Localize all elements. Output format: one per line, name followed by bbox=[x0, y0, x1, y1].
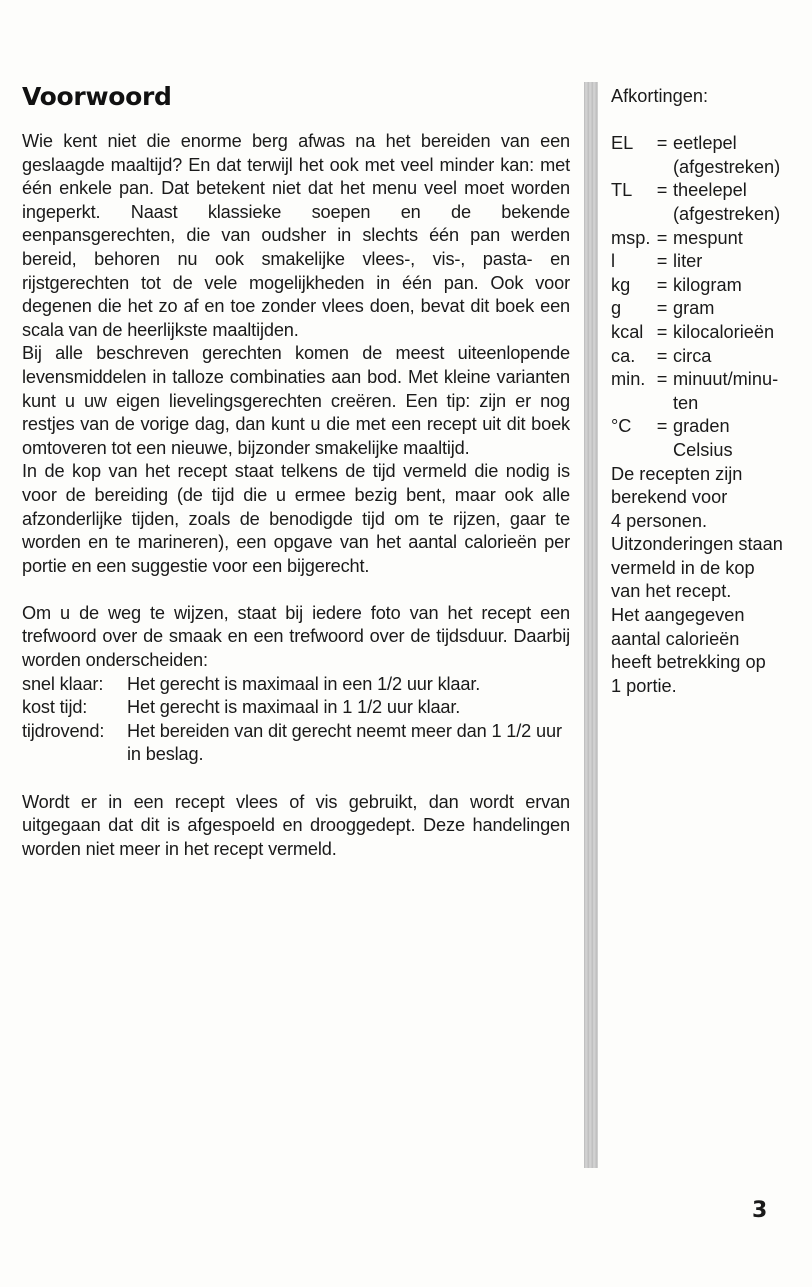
abbreviation-key: TL bbox=[611, 180, 633, 201]
abbreviation-value: gram bbox=[673, 298, 715, 319]
abbreviation-list bbox=[611, 132, 801, 462]
intro-paragraph: Bij alle beschreven gerechten komen de meest uiteenlopende levensmiddelen in talloze combinaties aan bod. Met kleine varianten kunt u uw eigen lievelingsgerechten creëren. Een tip: zijn er nog restjes van de vorige dag, dan kunt u die met een recept uit dit boek omtoveren tot een nieuwe, bijzonder smakelijke maaltijd. bbox=[22, 343, 570, 458]
abbreviation-key: l bbox=[611, 251, 616, 272]
time-term-row bbox=[22, 673, 570, 697]
abbreviation-key: kg bbox=[611, 274, 631, 295]
time-term-description: Het gerecht is maximaal in 1 1/2 uur klaar. bbox=[127, 697, 461, 718]
sidebar bbox=[611, 85, 801, 698]
intro-paragraph: In de kop van het recept staat telkens de tijd vermeld die nodig is voor de bereiding (de tijd die u ermee bezig bent, maar ook alle afzonderlijke tijden, zoals de benodigde tijd om te rijzen, gaar te worden en te marineren), een opgave van het aantal calorieën per portie en een suggestie voor een bijgerecht. bbox=[22, 461, 570, 576]
guide-intro: Om u de weg te wijzen, staat bij iedere foto van het recept een trefwoord over de smaak en een trefwoord over de tijdsduur. Daarbij worden onderscheiden: bbox=[22, 602, 570, 671]
abbreviation-key: msp. bbox=[611, 227, 651, 248]
abbreviation-row bbox=[611, 415, 801, 462]
closing-paragraph: Wordt er in een recept vlees of vis gebruikt, dan wordt ervan uitgegaan dat dit is afgespoeld en drooggedept. Deze handelingen worden niet meer in het recept vermeld. bbox=[22, 791, 570, 859]
abbreviation-row bbox=[611, 345, 801, 369]
abbreviation-value: minuut/minu- ten bbox=[673, 369, 779, 413]
equals-sign: = bbox=[656, 321, 668, 342]
abbreviation-key: min. bbox=[611, 369, 646, 390]
abbreviation-key: EL bbox=[611, 133, 634, 154]
abbreviation-row bbox=[611, 132, 801, 179]
abbreviation-row bbox=[611, 274, 801, 298]
time-term-description: Het bereiden van dit gerecht neemt meer dan 1 1/2 uur in beslag. bbox=[127, 720, 562, 765]
time-term-row bbox=[22, 720, 570, 767]
time-term-row bbox=[22, 696, 570, 720]
equals-sign: = bbox=[656, 274, 668, 295]
equals-sign: = bbox=[656, 180, 668, 201]
equals-sign: = bbox=[656, 133, 668, 154]
equals-sign: = bbox=[656, 416, 668, 437]
abbreviation-key: °C bbox=[611, 416, 632, 437]
equals-sign: = bbox=[656, 298, 668, 319]
abbreviation-key: kcal bbox=[611, 321, 644, 342]
page-title: Voorwoord bbox=[22, 82, 172, 111]
intro-paragraph: Wie kent niet die enorme berg afwas na het bereiden van een geslaagde maaltijd? En dat terwijl het ook met veel minder kan: met één enkele pan. Dat betekent niet dat het menu veel moet worden ingeperkt. Naast klassieke soepen en de bekende eenpansgerechten, die van oudsher in slechts één pan werden bereid, behoren nu ook smakelijke vlees-, vis-, pasta- en rijstgerechten tot de vele mogelijkheden in één pan. Ook voor degenen die het zo af en toe zonder vlees doen, bevat dit boek een scala van de heerlijkste maaltijden. bbox=[22, 131, 570, 340]
abbreviation-row bbox=[611, 297, 801, 321]
equals-sign: = bbox=[656, 369, 668, 390]
abbreviation-value: liter bbox=[673, 251, 703, 272]
abbreviation-row bbox=[611, 250, 801, 274]
abbreviation-row bbox=[611, 321, 801, 345]
servings-note: De recepten zijn berekend voor 4 personen. Uitzonderingen staan vermeld in de kop van het recept. Het aangegeven aantal calorieën heeft betrekking op 1 portie. bbox=[611, 463, 783, 696]
time-term-description: Het gerecht is maximaal in een 1/2 uur klaar. bbox=[127, 673, 481, 694]
equals-sign: = bbox=[656, 227, 668, 248]
time-term: kost tijd: bbox=[22, 697, 88, 718]
equals-sign: = bbox=[656, 345, 668, 366]
page-number: 3 bbox=[752, 1198, 768, 1223]
main-text bbox=[22, 130, 570, 861]
abbreviation-row bbox=[611, 368, 801, 415]
abbreviation-key: ca. bbox=[611, 345, 636, 366]
abbreviation-value: kilogram bbox=[673, 274, 742, 295]
abbreviation-row bbox=[611, 227, 801, 251]
column-divider bbox=[584, 82, 598, 1168]
abbreviation-row bbox=[611, 179, 801, 226]
abbreviation-value: graden Celsius bbox=[673, 416, 733, 460]
equals-sign: = bbox=[656, 251, 668, 272]
time-term-list bbox=[22, 673, 570, 767]
abbreviations-heading: Afkortingen: bbox=[611, 86, 709, 106]
abbreviation-value: mespunt bbox=[673, 227, 743, 248]
abbreviation-key: g bbox=[611, 298, 622, 319]
abbreviation-value: theelepel (afgestreken) bbox=[673, 180, 781, 224]
abbreviation-value: eetlepel (afgestreken) bbox=[673, 133, 781, 177]
time-term: snel klaar: bbox=[22, 673, 104, 694]
abbreviation-value: circa bbox=[673, 345, 712, 366]
abbreviation-value: kilocalorieën bbox=[673, 321, 775, 342]
time-term: tijdrovend: bbox=[22, 720, 105, 741]
